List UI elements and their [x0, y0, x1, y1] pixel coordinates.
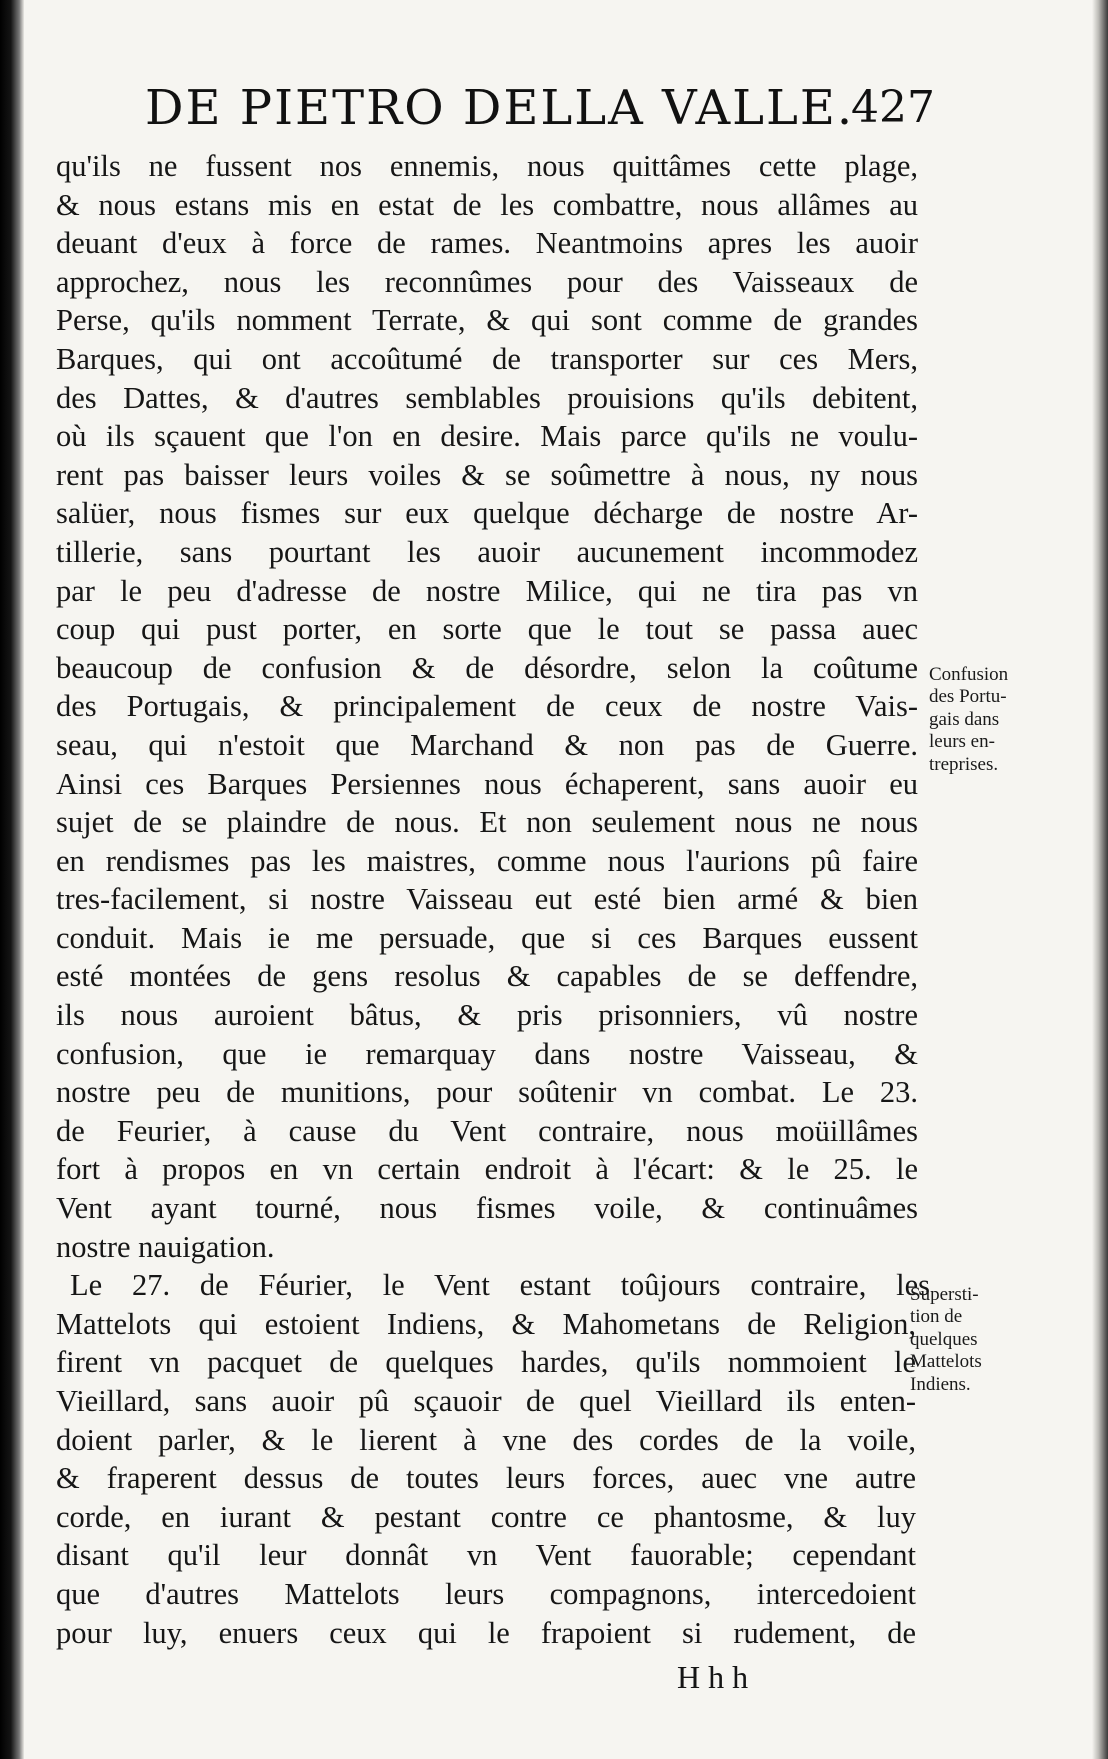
page-edge-shadow — [1092, 0, 1108, 1759]
margin-note-line: treprises. — [929, 753, 999, 775]
text-line: des Portugais, & principalement de ceux de nostre Vais- — [56, 689, 918, 724]
text-line: Mattelots qui estoient Indiens, & Mahometans de Religion, — [56, 1306, 916, 1341]
running-title: DE PIETRO DELLA VALLE. — [145, 80, 855, 136]
text-line: disant qu'il leur donnât vn Vent fauorable; cependant — [56, 1538, 916, 1573]
margin-note-line: gais dans — [929, 708, 1000, 730]
margin-note-line: leurs en- — [929, 731, 995, 753]
margin-note-superstition — [910, 1284, 1050, 1396]
text-line: Perse, qu'ils nomment Terrate, & qui sont comme de grandes — [56, 303, 918, 338]
text-line: corde, en iurant & pestant contre ce phantosme, & luy — [56, 1499, 916, 1534]
margin-note-line: Indiens. — [910, 1373, 971, 1395]
margin-note-confusion — [929, 664, 1069, 776]
text-line: en rendismes pas les maistres, comme nous l'aurions pû faire — [56, 843, 918, 878]
text-line: doient parler, & le lierent à vne des cordes de la voile, — [56, 1422, 916, 1457]
margin-note-line: tion de — [910, 1306, 963, 1328]
text-line: Vent ayant tourné, nous fismes voile, & continuâmes — [56, 1191, 918, 1226]
main-text — [56, 147, 930, 1652]
margin-note-line: Mattelots — [910, 1351, 982, 1373]
margin-note-line: des Portu- — [929, 686, 1007, 708]
text-line: où ils sçauent que l'on en desire. Mais parce qu'ils ne voulu- — [56, 419, 918, 454]
signature-mark: Hhh — [677, 1659, 757, 1695]
text-line: confusion, que ie remarquay dans nostre Vaisseau, & — [56, 1036, 918, 1071]
text-line: Vieillard, sans auoir pû sçauoir de quel Vieillard ils enten- — [56, 1384, 916, 1418]
text-line: sujet de se plaindre de nous. Et non seulement nous ne nous — [56, 805, 918, 840]
text-line: Le 27. de Féurier, le Vent estant toûjours contraire, les — [70, 1268, 930, 1303]
text-line: qu'ils ne fussent nos ennemis, nous quittâmes cette plage, — [56, 149, 918, 183]
text-line: tillerie, sans pourtant les auoir aucunement incommodez — [56, 534, 918, 569]
text-line: beaucoup de confusion & de désordre, selon la coûtume — [56, 650, 918, 685]
text-line: des Dattes, & d'autres semblables prouisions qu'ils debitent, — [56, 380, 918, 415]
text-line: rent pas baisser leurs voiles & se soûmettre à nous, ny nous — [56, 457, 918, 492]
margin-note-line: quelques — [910, 1328, 978, 1350]
margin-note-line: Supersti- — [910, 1284, 979, 1305]
text-line: pour luy, enuers ceux qui le frapoient si rudement, de — [56, 1615, 916, 1650]
text-line: firent vn pacquet de quelques hardes, qu'ils nommoient le — [56, 1345, 916, 1380]
text-line: par le peu d'adresse de nostre Milice, qui ne tira pas vn — [56, 573, 918, 608]
text-line: tres-facilement, si nostre Vaisseau eut esté bien armé & bien — [56, 882, 918, 917]
text-line: salüer, nous fismes sur eux quelque décharge de nostre Ar- — [56, 496, 918, 531]
text-line: ils nous auroient bâtus, & pris prisonniers, vû nostre — [56, 998, 918, 1033]
text-line: Ainsi ces Barques Persiennes nous échaperent, sans auoir eu — [56, 766, 918, 801]
text-line: & nous estans mis en estat de les combattre, nous allâmes au — [56, 187, 918, 222]
text-line: esté montées de gens resolus & capables de se deffendre, — [56, 959, 918, 994]
text-line: deuant d'eux à force de rames. Neantmoins apres les auoir — [56, 226, 918, 261]
text-line: conduit. Mais ie me persuade, que si ces Barques eussent — [56, 920, 918, 955]
text-line: coup qui pust porter, en sorte que le tout se passa auec — [56, 612, 918, 647]
text-line: nostre peu de munitions, pour soûtenir vn combat. Le 23. — [56, 1075, 918, 1110]
text-line: nostre nauigation. — [56, 1229, 275, 1264]
page-header — [145, 80, 935, 140]
page-number: 427 — [851, 82, 935, 133]
text-line: de Feurier, à cause du Vent contraire, nous moüillâmes — [56, 1113, 918, 1148]
page-binding-shadow — [0, 0, 24, 1759]
text-line: fort à propos en vn certain endroit à l'écart: & le 25. le — [56, 1152, 918, 1187]
margin-note-line: Confusion — [929, 664, 1009, 685]
text-line: Barques, qui ont accoûtumé de transporter sur ces Mers, — [56, 341, 918, 376]
text-line: approchez, nous les reconnûmes pour des Vaisseaux de — [56, 264, 918, 299]
text-line: seau, qui n'estoit que Marchand & non pas de Guerre. — [56, 727, 918, 762]
text-line: & fraperent dessus de toutes leurs forces, auec vne autre — [56, 1461, 916, 1496]
text-line: que d'autres Mattelots leurs compagnons, intercedoient — [56, 1576, 916, 1611]
